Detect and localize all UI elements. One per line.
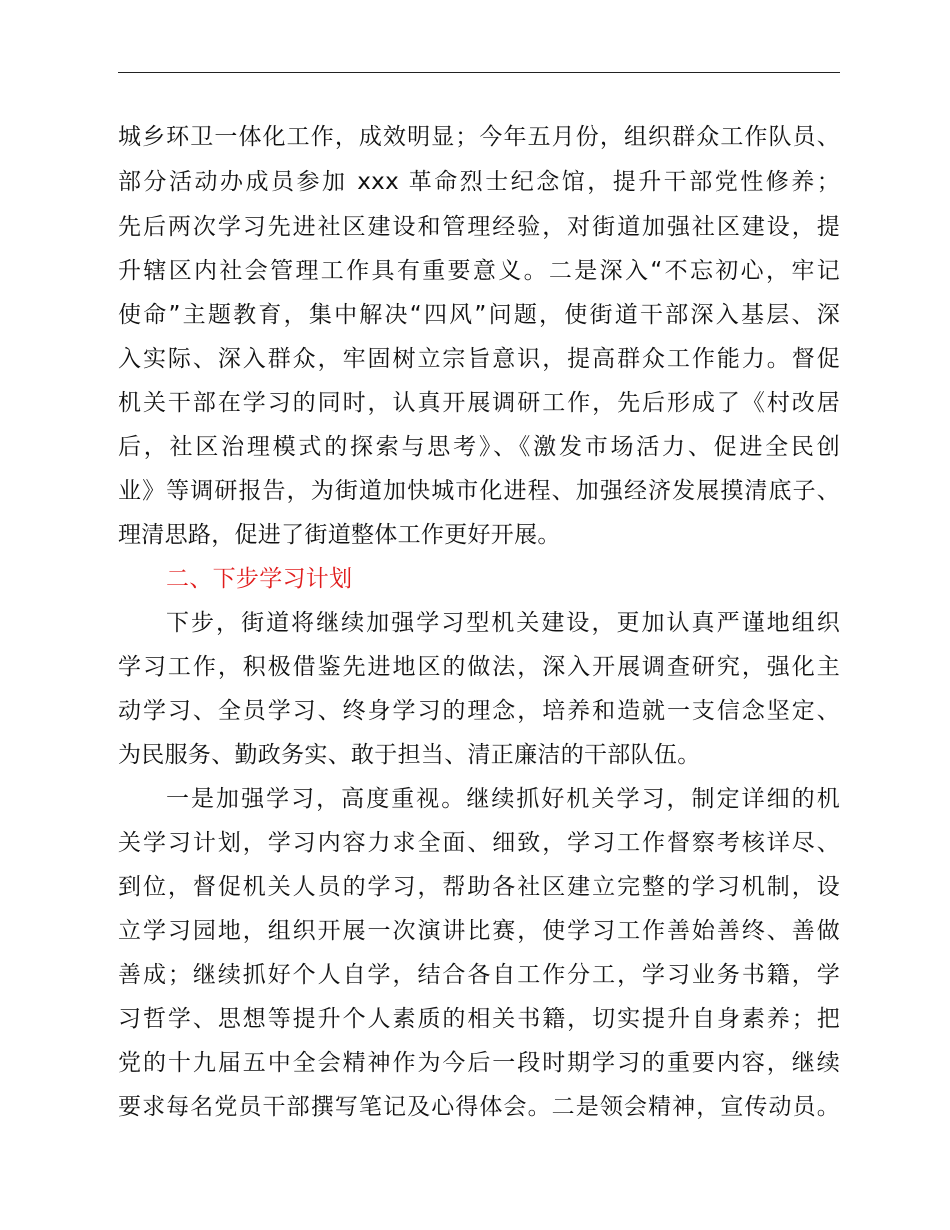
body-line: 党的十九届五中全会精神作为今后一段时期学习的重要内容，继续: [118, 1050, 840, 1076]
body-line: 立学习园地，组织开展一次演讲比赛，使学习工作善始善终、善做: [118, 918, 840, 944]
body-line: 关学习计划，学习内容力求全面、细致，学习工作督察考核详尽、: [118, 830, 840, 856]
body-line: 习哲学、思想等提升个人素质的相关书籍，切实提升自身素养；把: [118, 1006, 840, 1032]
body-line: 为民服务、勤政务实、敢于担当、清正廉洁的干部队伍。: [118, 742, 701, 768]
body-line: 机关干部在学习的同时，认真开展调研工作，先后形成了《村改居: [118, 390, 840, 416]
body-line: 到位，督促机关人员的学习，帮助各社区建立完整的学习机制，设: [118, 874, 840, 900]
body-line: 使命”主题教育，集中解决“四风”问题，使街道干部深入基层、深: [118, 302, 840, 328]
body-line: 学习工作，积极借鉴先进地区的做法，深入开展调查研究，强化主: [118, 654, 840, 680]
body-line: 理清思路，促进了街道整体工作更好开展。: [118, 522, 561, 548]
body-line: 部分活动办成员参加 xxx 革命烈士纪念馆，提升干部党性修养；: [118, 169, 840, 195]
body-line: 城乡环卫一体化工作，成效明显；今年五月份，组织群众工作队员、: [118, 124, 840, 150]
body-line: 后，社区治理模式的探索与思考》、《激发市场活力、促进全民创: [118, 434, 840, 460]
section-heading: 二、下步学习计划: [166, 566, 353, 592]
body-line: 下步，街道将继续加强学习型机关建设，更加认真严谨地组织: [166, 610, 840, 636]
body-line: 升辖区内社会管理工作具有重要意义。二是深入“不忘初心，牢记: [118, 258, 840, 284]
body-line: 动学习、全员学习、终身学习的理念，培养和造就一支信念坚定、: [118, 698, 840, 724]
body-line: 先后两次学习先进社区建设和管理经验，对街道加强社区建设，提: [118, 214, 840, 240]
body-line: 业》等调研报告，为街道加快城市化进程、加强经济发展摸清底子、: [118, 478, 840, 504]
body-line: 善成；继续抓好个人自学，结合各自工作分工，学习业务书籍，学: [118, 962, 840, 988]
body-line: 入实际、深入群众，牢固树立宗旨意识，提高群众工作能力。督促: [118, 346, 840, 372]
header-rule: [118, 72, 840, 73]
body-line: 一是加强学习，高度重视。继续抓好机关学习，制定详细的机: [166, 786, 840, 812]
body-line: 要求每名党员干部撰写笔记及心得体会。二是领会精神，宣传动员。: [118, 1094, 840, 1120]
